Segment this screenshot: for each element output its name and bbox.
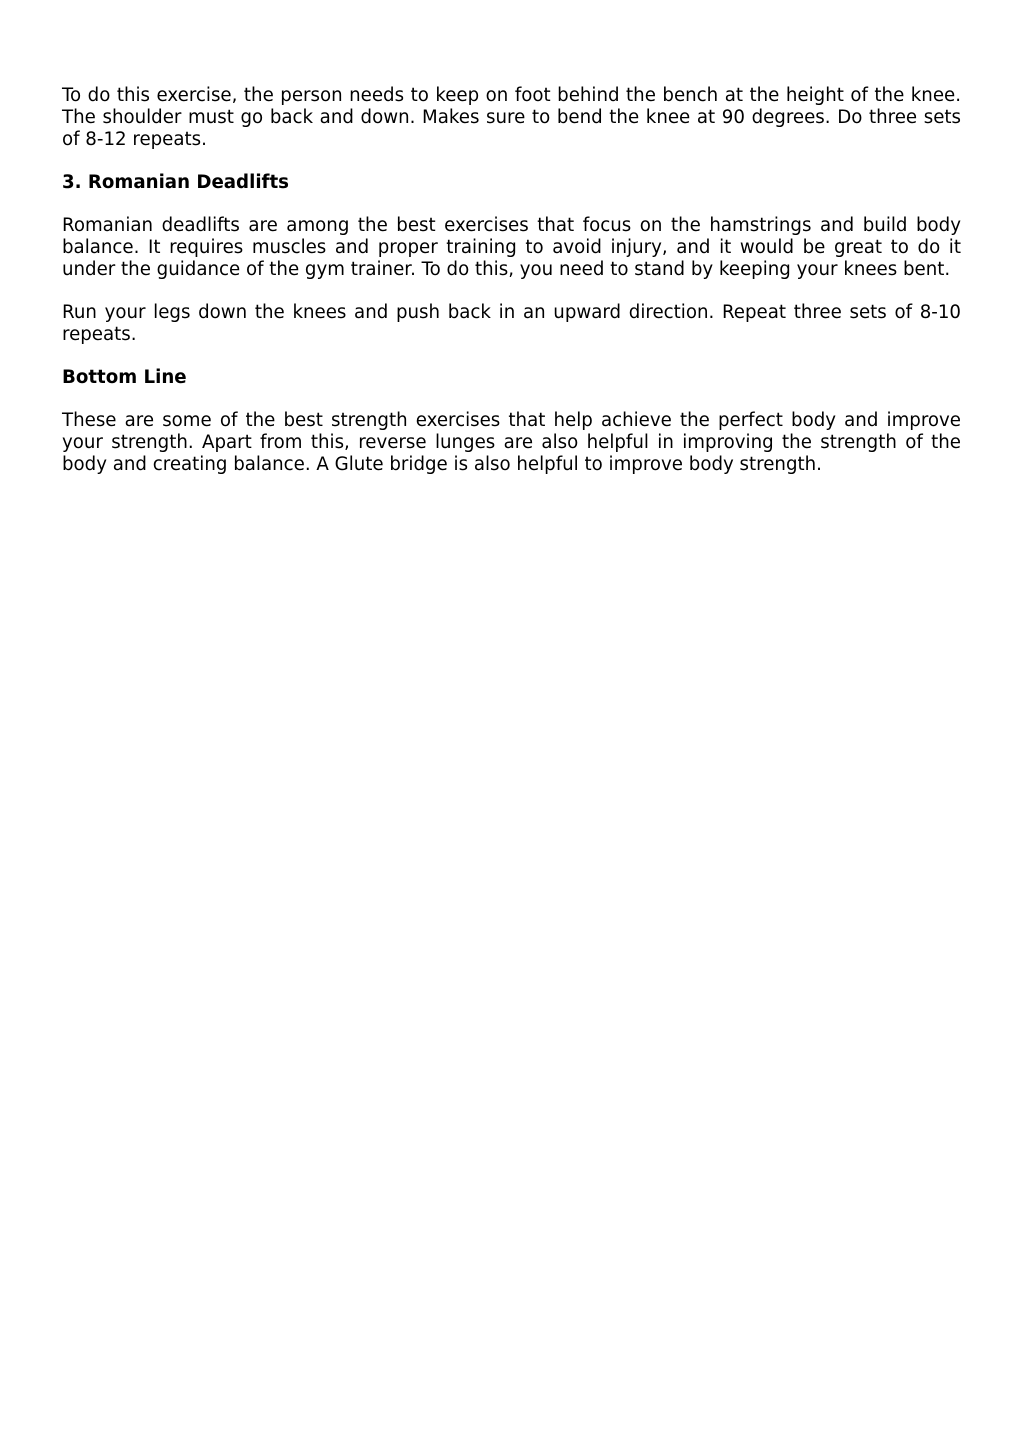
romanian-deadlifts-paragraph-2: Run your legs down the knees and push back in an upward direction. Repeat three sets of 8-10 repeats.: [62, 302, 961, 345]
bottom-line-heading: Bottom Line: [62, 367, 187, 388]
document-page: [62, 85, 961, 497]
intro-paragraph: To do this exercise, the person needs to keep on foot behind the bench at the height of the knee. The shoulder must go back and down. Makes sure to bend the knee at 90 degrees. Do three sets of 8-12 repeats.: [62, 85, 961, 150]
romanian-deadlifts-heading: 3. Romanian Deadlifts: [62, 172, 289, 193]
bottom-line-paragraph: These are some of the best strength exercises that help achieve the perfect body and improve your strength. Apart from this, reverse lunges are also helpful in improving the strength of the body and creating balance. A Glute bridge is also helpful to improve body strength.: [62, 410, 961, 475]
romanian-deadlifts-paragraph-1: Romanian deadlifts are among the best exercises that focus on the hamstrings and build body balance. It requires muscles and proper training to avoid injury, and it would be great to do it under the guidance of the gym trainer. To do this, you need to stand by keeping your knees bent.: [62, 215, 961, 280]
